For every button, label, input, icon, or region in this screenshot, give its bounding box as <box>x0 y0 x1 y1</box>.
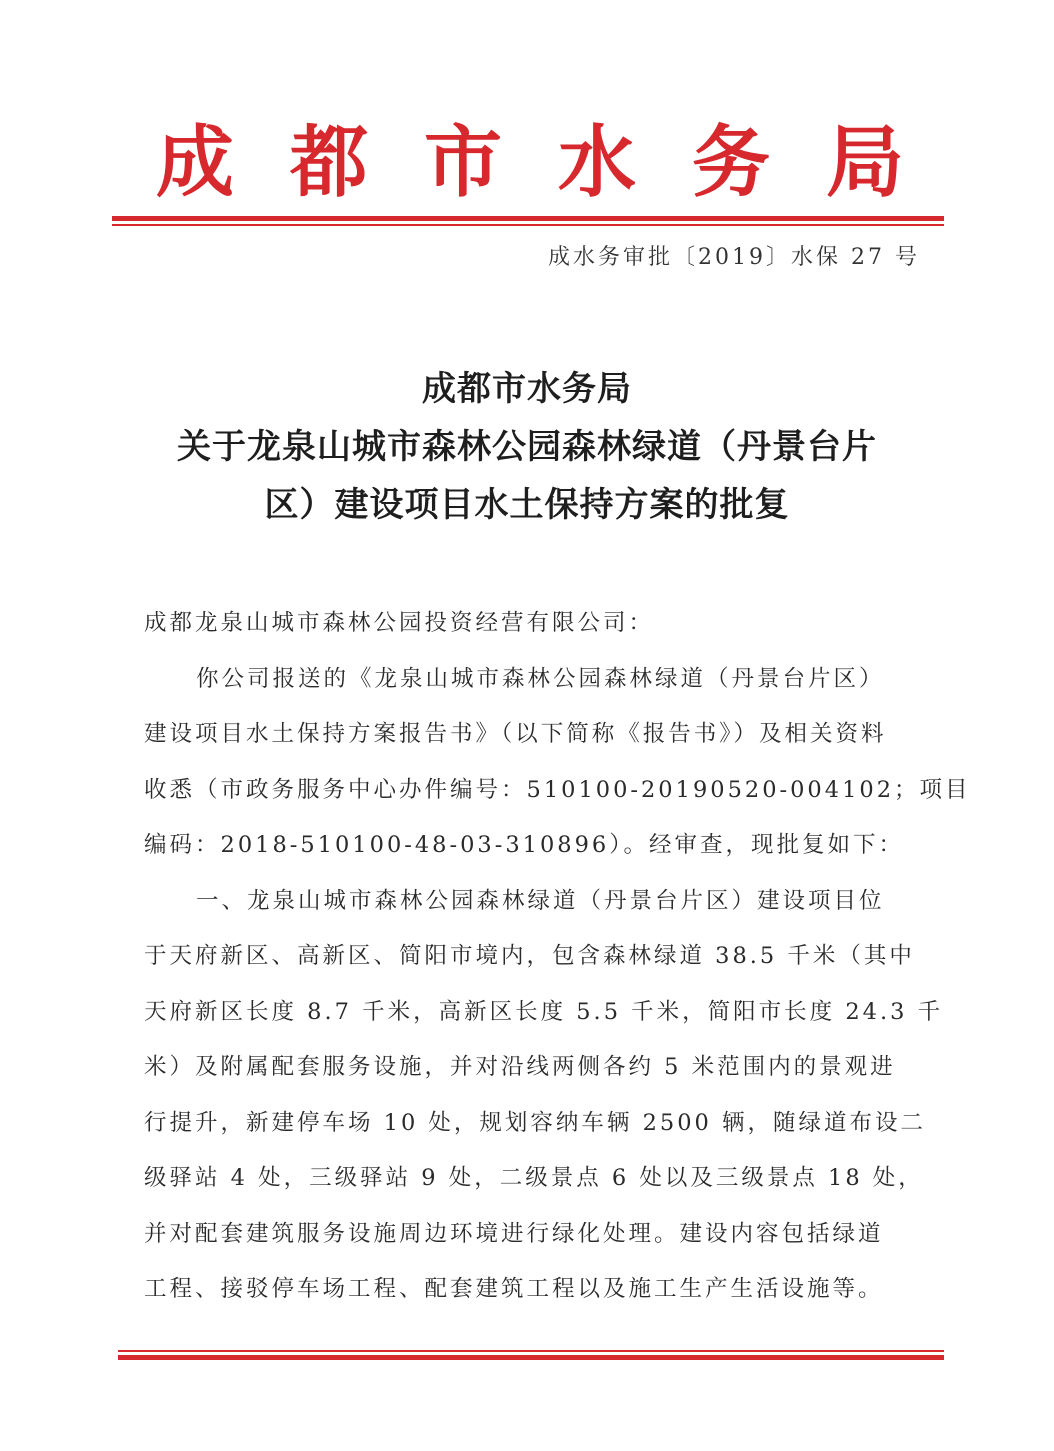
document-number: 成水务审批〔2019〕水保 27 号 <box>548 245 920 270</box>
paragraph-line: 工程、接驳停车场工程、配套建筑工程以及施工生产生活设施等。 <box>144 1276 884 1302</box>
letterhead-rule-thick <box>112 216 944 221</box>
paragraph-line: 级驿站 4 处，三级驿站 9 处，二级景点 6 处以及三级景点 18 处， <box>144 1165 924 1191</box>
letterhead-char: 务 <box>691 118 770 208</box>
paragraph-line: 米）及附属配套服务设施，并对沿线两侧各约 5 米范围内的景观进 <box>144 1054 896 1080</box>
title-line: 成都市水务局 <box>422 369 632 409</box>
paragraph-line: 你公司报送的《龙泉山城市森林公园森林绿道（丹景台片区） <box>196 665 885 692</box>
paragraph-line: 收悉（市政务服务中心办件编号：510100-20190520-004102；项目 <box>144 776 971 803</box>
addressee: 成都龙泉山城市森林公园投资经营有限公司： <box>144 610 655 636</box>
footer-rule-thin <box>118 1350 944 1352</box>
paragraph-line: 行提升，新建停车场 10 处，规划容纳车辆 2500 辆，随绿道布设二 <box>144 1109 927 1136</box>
letterhead <box>150 118 910 208</box>
paragraph-line: 于天府新区、高新区、简阳市境内，包含森林绿道 38.5 千米（其中 <box>144 943 915 969</box>
paragraph-line: 编码：2018-510100-48-03-310896）。经审查，现批复如下： <box>144 832 904 858</box>
document-body <box>144 596 971 1318</box>
paragraph-line: 天府新区长度 8.7 千米，高新区长度 5.5 千米，简阳市长度 24.3 千 <box>144 998 944 1025</box>
title-line: 关于龙泉山城市森林公园森林绿道（丹景台片 <box>177 427 877 467</box>
letterhead-rule-thin <box>112 224 944 226</box>
letterhead-char: 都 <box>289 118 368 208</box>
paragraph-line: 建设项目水土保持方案报告书》（以下简称《报告书》）及相关资料 <box>144 721 887 747</box>
letterhead-char: 局 <box>825 118 904 208</box>
letterhead-char: 市 <box>423 118 502 208</box>
title-line: 区）建设项目水土保持方案的批复 <box>264 485 790 525</box>
paragraph-line: 并对配套建筑服务设施周边环境进行绿化处理。建设内容包括绿道 <box>144 1220 884 1247</box>
paragraph-line: 一、龙泉山城市森林公园森林绿道（丹景台片区）建设项目位 <box>196 887 885 914</box>
footer-rule-thick <box>118 1355 944 1360</box>
letterhead-char: 水 <box>557 118 636 208</box>
document-title <box>110 360 944 534</box>
letterhead-char: 成 <box>155 118 234 208</box>
